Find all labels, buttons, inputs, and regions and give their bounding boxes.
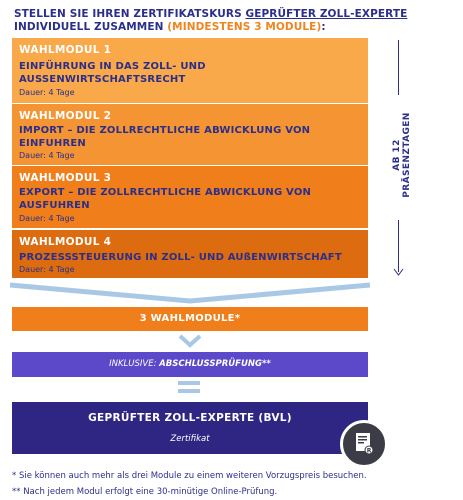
module-card-2[interactable] — [12, 104, 368, 165]
module-desc-line: PROZESSSTEUERUNG IN ZOLL- UND AUßENWIRTSCHAFT — [19, 252, 342, 263]
module-card-3[interactable] — [12, 166, 368, 228]
module-duration: Dauer: 4 Tage — [19, 88, 75, 97]
module-description — [19, 60, 364, 86]
exam-label: ABSCHLUSSPRÜFUNG** — [159, 359, 271, 369]
module-desc-line: AUSFUHREN — [19, 200, 90, 211]
down-arrow-icon — [393, 268, 404, 277]
footnote-2: ** Nach jedem Modul erfolgt eine 30-minütige Online-Prüfung. — [12, 487, 278, 497]
inclusive-prefix: INKLUSIVE: — [109, 359, 157, 369]
module-desc-line: IMPORT – DIE ZOLLRECHTLICHE ABWICKLUNG VON — [19, 125, 311, 136]
small-chevron-down-icon — [178, 333, 202, 349]
equals-icon — [178, 381, 200, 385]
side-label: AB 12 PRÄSENZTAGEN — [392, 112, 412, 198]
equals-icon-bar2 — [178, 389, 200, 393]
exam-included-bar — [12, 352, 368, 377]
svg-text:R: R — [366, 447, 372, 455]
module-card-4[interactable] — [12, 230, 368, 278]
result-subtitle: Zertifikat — [170, 434, 210, 444]
module-duration: Dauer: 4 Tage — [19, 151, 75, 160]
module-duration: Dauer: 4 Tage — [19, 265, 75, 274]
module-description — [19, 186, 364, 212]
heading-highlight: (MINDESTENS 3 MODULE) — [167, 20, 322, 33]
certificate-icon — [340, 420, 388, 468]
heading-prefix: STELLEN SIE IHREN ZERTIFIKATSKURS — [14, 8, 242, 20]
module-description — [19, 124, 364, 150]
modules-count-bar: 3 WAHLMODULE* — [12, 307, 368, 331]
side-line-top — [398, 40, 399, 95]
chevron-down-icon — [10, 282, 370, 304]
module-desc-line: AUSSENWIRTSCHAFTSRECHT — [19, 74, 186, 85]
side-line-bottom — [398, 220, 399, 272]
module-title: WAHLMODUL 4 — [19, 236, 112, 248]
module-desc-line: EINFÜHRUNG IN DAS ZOLL- UND — [19, 61, 206, 72]
module-duration: Dauer: 4 Tage — [19, 214, 75, 223]
module-title: WAHLMODUL 3 — [19, 172, 112, 184]
footnote-1: * Sie können auch mehr als drei Module zu einem weiteren Vorzugspreis besuchen. — [12, 471, 367, 481]
module-title: WAHLMODUL 1 — [19, 44, 112, 56]
module-description — [19, 251, 364, 264]
module-desc-line: EINFUHREN — [19, 138, 86, 149]
heading-line2: INDIVIDUELL ZUSAMMEN — [14, 20, 164, 33]
module-card-1[interactable] — [12, 38, 368, 103]
module-title: WAHLMODUL 2 — [19, 110, 112, 122]
page-heading — [14, 8, 414, 33]
certificate-result-bar — [12, 402, 368, 454]
result-title: GEPRÜFTER ZOLL-EXPERTE (BVL) — [88, 412, 292, 424]
course-link[interactable]: GEPRÜFTER ZOLL-EXPERTE — [245, 8, 408, 20]
heading-colon: : — [321, 20, 326, 33]
module-desc-line: EXPORT – DIE ZOLLRECHTLICHE ABWICKLUNG VON — [19, 187, 312, 198]
